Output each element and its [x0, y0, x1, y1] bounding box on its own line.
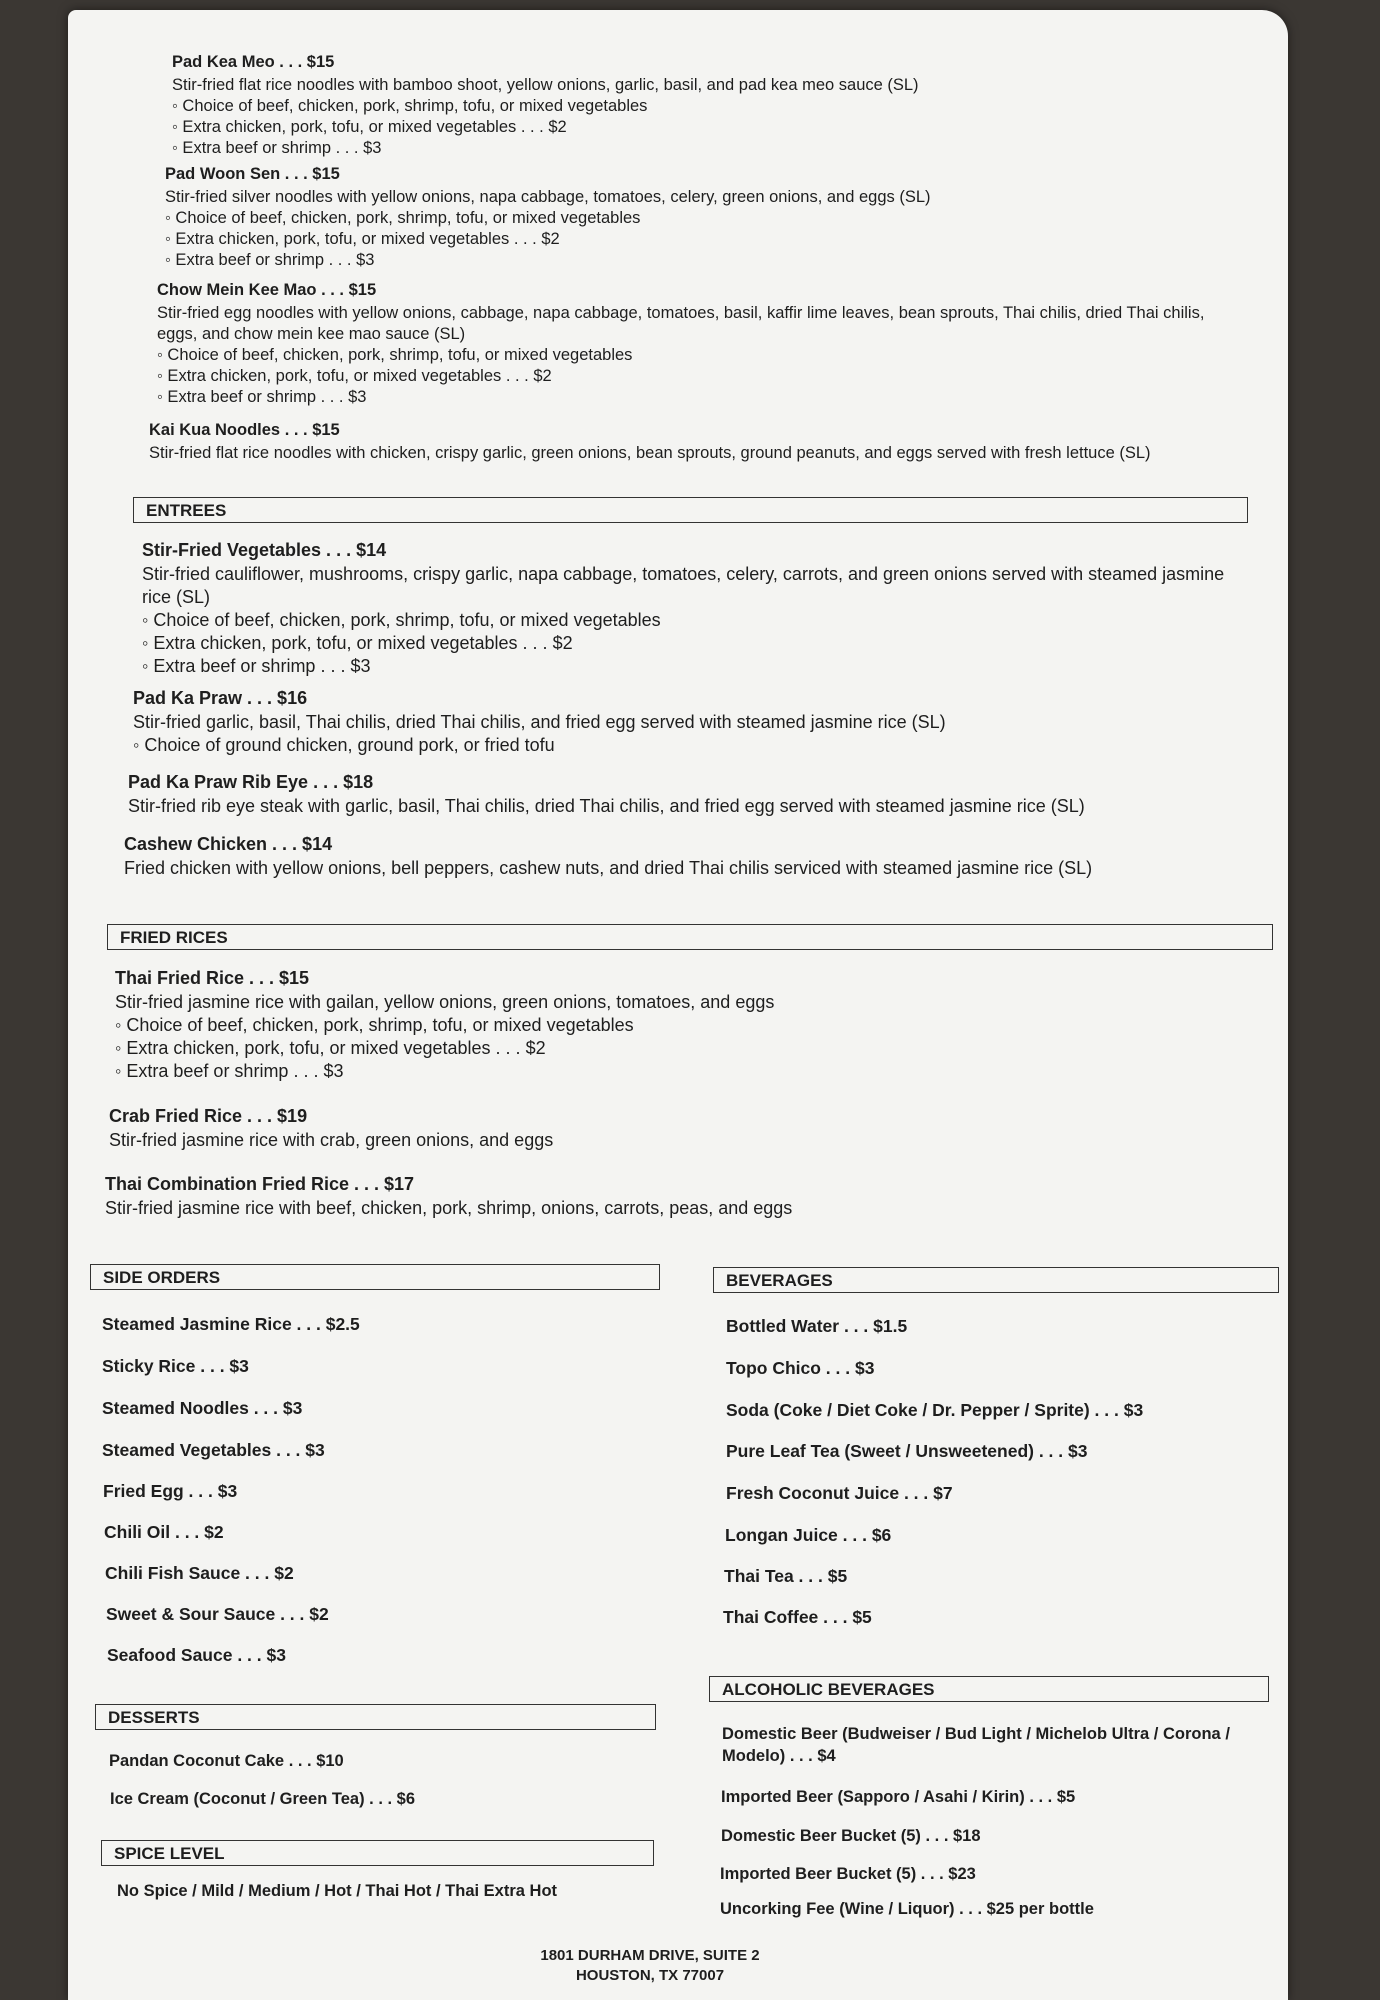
beverage-item: Bottled Water . . . $1.5 [726, 1316, 908, 1336]
menu-item-pad-kea-meo [172, 52, 1232, 159]
item-description: Stir-fried flat rice noodles with bamboo shoot, yellow onions, garlic, basil, and pad kea meo sauce (SL) [172, 76, 919, 94]
item-title: Crab Fried Rice . . . $19 [109, 1106, 308, 1126]
item-title: Cashew Chicken . . . $14 [124, 834, 333, 854]
item-option: ◦ Extra beef or shrimp . . . $3 [115, 1061, 344, 1081]
item-title: Pad Kea Meo . . . $15 [172, 53, 335, 71]
address-line-2: HOUSTON, TX 77007 [575, 1967, 725, 1984]
beverage-item: Fresh Coconut Juice . . . $7 [726, 1483, 953, 1503]
alcoholic-item: Domestic Beer (Budweiser / Bud Light / Michelob Ultra / Corona / Modelo) . . . $4 [722, 1725, 1230, 1765]
item-option: ◦ Extra beef or shrimp . . . $3 [142, 656, 371, 676]
item-description: Fried chicken with yellow onions, bell peppers, cashew nuts, and dried Thai chilis serviced with steamed jasmine rice (SL) [124, 858, 1093, 878]
item-title: Thai Fried Rice . . . $15 [115, 968, 310, 988]
item-description: Stir-fried silver noodles with yellow onions, napa cabbage, tomatoes, celery, green onions, and eggs (SL) [165, 188, 931, 206]
dessert-item: Ice Cream (Coconut / Green Tea) . . . $6 [110, 1790, 416, 1808]
item-option: ◦ Choice of beef, chicken, pork, shrimp, tofu, or mixed vegetables [157, 346, 633, 364]
menu-item-thai-combination-fried-rice [105, 1174, 1255, 1220]
section-header-entrees: ENTREES [133, 497, 1248, 523]
side-item: Chili Oil . . . $2 [104, 1522, 224, 1542]
beverage-item: Topo Chico . . . $3 [726, 1358, 875, 1378]
item-option: ◦ Extra beef or shrimp . . . $3 [172, 139, 382, 157]
item-description: Stir-fried jasmine rice with gailan, yellow onions, green onions, tomatoes, and eggs [115, 992, 775, 1012]
side-item: Steamed Noodles . . . $3 [102, 1398, 303, 1418]
item-option: ◦ Extra chicken, pork, tofu, or mixed vegetables . . . $2 [115, 1038, 546, 1058]
alcoholic-item: Imported Beer (Sapporo / Asahi / Kirin) . . . $5 [721, 1788, 1076, 1806]
item-title: Pad Woon Sen . . . $15 [165, 165, 340, 183]
item-description: Stir-fried cauliflower, mushrooms, crispy garlic, napa cabbage, tomatoes, celery, carrots, and green onions served with steamed jasmine rice (SL) [142, 564, 1225, 607]
section-header-fried-rices: FRIED RICES [107, 924, 1273, 950]
side-item: Steamed Jasmine Rice . . . $2.5 [102, 1314, 360, 1334]
section-header-spice-level: SPICE LEVEL [101, 1840, 654, 1866]
beverage-item: Soda (Coke / Diet Coke / Dr. Pepper / Sprite) . . . $3 [726, 1400, 1144, 1420]
item-description: Stir-fried rib eye steak with garlic, basil, Thai chilis, dried Thai chilis, and fried egg served with steamed jasmine rice (SL) [128, 796, 1085, 816]
side-item: Fried Egg . . . $3 [103, 1481, 238, 1501]
item-option: ◦ Extra chicken, pork, tofu, or mixed vegetables . . . $2 [157, 367, 552, 385]
item-option: ◦ Extra chicken, pork, tofu, or mixed vegetables . . . $2 [172, 118, 567, 136]
item-option: ◦ Choice of beef, chicken, pork, shrimp, tofu, or mixed vegetables [165, 209, 641, 227]
menu-item-pad-ka-praw-rib-eye [128, 772, 1258, 818]
section-header-alcoholic-beverages: ALCOHOLIC BEVERAGES [709, 1676, 1269, 1702]
item-description: Stir-fried egg noodles with yellow onions, cabbage, napa cabbage, tomatoes, basil, kaffir lime leaves, bean sprouts, Thai chilis, dried Thai chilis, eggs, and chow mein kee mao sauce (SL) [157, 304, 1205, 343]
menu-item-stir-fried-vegetables [142, 540, 1250, 678]
side-item: Sticky Rice . . . $3 [102, 1356, 249, 1376]
menu-item-thai-fried-rice [115, 968, 1265, 1083]
item-option: ◦ Extra chicken, pork, tofu, or mixed vegetables . . . $2 [165, 230, 560, 248]
dessert-item: Pandan Coconut Cake . . . $10 [109, 1752, 344, 1770]
menu-item-pad-ka-praw [133, 688, 1253, 757]
menu-item-cashew-chicken [124, 834, 1264, 880]
menu-item-kai-kua-noodles [149, 420, 1249, 464]
beverage-item: Longan Juice . . . $6 [725, 1525, 892, 1545]
side-item: Sweet & Sour Sauce . . . $2 [106, 1604, 329, 1624]
item-option: ◦ Choice of beef, chicken, pork, shrimp, tofu, or mixed vegetables [172, 97, 648, 115]
beverage-item: Thai Coffee . . . $5 [723, 1607, 872, 1627]
menu-item-chow-mein-kee-mao [157, 280, 1237, 408]
alcoholic-item: Uncorking Fee (Wine / Liquor) . . . $25 per bottle [720, 1900, 1094, 1918]
item-option: ◦ Extra chicken, pork, tofu, or mixed vegetables . . . $2 [142, 633, 573, 653]
spice-level-options: No Spice / Mild / Medium / Hot / Thai Hot / Thai Extra Hot [117, 1882, 558, 1900]
item-title: Pad Ka Praw Rib Eye . . . $18 [128, 772, 374, 792]
alcoholic-item: Imported Beer Bucket (5) . . . $23 [720, 1865, 976, 1883]
side-item: Chili Fish Sauce . . . $2 [105, 1563, 294, 1583]
section-header-beverages: BEVERAGES [713, 1267, 1279, 1293]
item-title: Pad Ka Praw . . . $16 [133, 688, 308, 708]
address-line-1: 1801 DURHAM DRIVE, SUITE 2 [540, 1947, 760, 1964]
beverage-item: Thai Tea . . . $5 [724, 1566, 848, 1586]
item-title: Chow Mein Kee Mao . . . $15 [157, 281, 377, 299]
item-option: ◦ Choice of ground chicken, ground pork, or fried tofu [133, 735, 555, 755]
side-item: Steamed Vegetables . . . $3 [102, 1440, 325, 1460]
item-title: Stir-Fried Vegetables . . . $14 [142, 540, 387, 560]
item-option: ◦ Choice of beef, chicken, pork, shrimp, tofu, or mixed vegetables [142, 610, 661, 630]
item-option: ◦ Extra beef or shrimp . . . $3 [165, 251, 375, 269]
item-option: ◦ Choice of beef, chicken, pork, shrimp, tofu, or mixed vegetables [115, 1015, 634, 1035]
item-description: Stir-fried jasmine rice with beef, chicken, pork, shrimp, onions, carrots, peas, and eggs [105, 1198, 793, 1218]
section-header-desserts: DESSERTS [95, 1704, 656, 1730]
item-description: Stir-fried jasmine rice with crab, green onions, and eggs [109, 1130, 554, 1150]
item-option: ◦ Extra beef or shrimp . . . $3 [157, 388, 367, 406]
item-title: Thai Combination Fried Rice . . . $17 [105, 1174, 415, 1194]
section-header-side-orders: SIDE ORDERS [90, 1264, 660, 1290]
item-title: Kai Kua Noodles . . . $15 [149, 421, 340, 439]
beverage-item: Pure Leaf Tea (Sweet / Unsweetened) . . . $3 [726, 1441, 1088, 1461]
item-description: Stir-fried flat rice noodles with chicken, crispy garlic, green onions, bean sprouts, ground peanuts, and eggs served with fresh lettuce (SL) [149, 444, 1151, 462]
menu-item-crab-fried-rice [109, 1106, 1259, 1152]
alcoholic-item: Domestic Beer Bucket (5) . . . $18 [721, 1827, 981, 1845]
side-item: Seafood Sauce . . . $3 [107, 1645, 286, 1665]
menu-item-pad-woon-sen [165, 164, 1230, 271]
item-description: Stir-fried garlic, basil, Thai chilis, dried Thai chilis, and fried egg served with steamed jasmine rice (SL) [133, 712, 946, 732]
restaurant-address [480, 1946, 820, 1986]
